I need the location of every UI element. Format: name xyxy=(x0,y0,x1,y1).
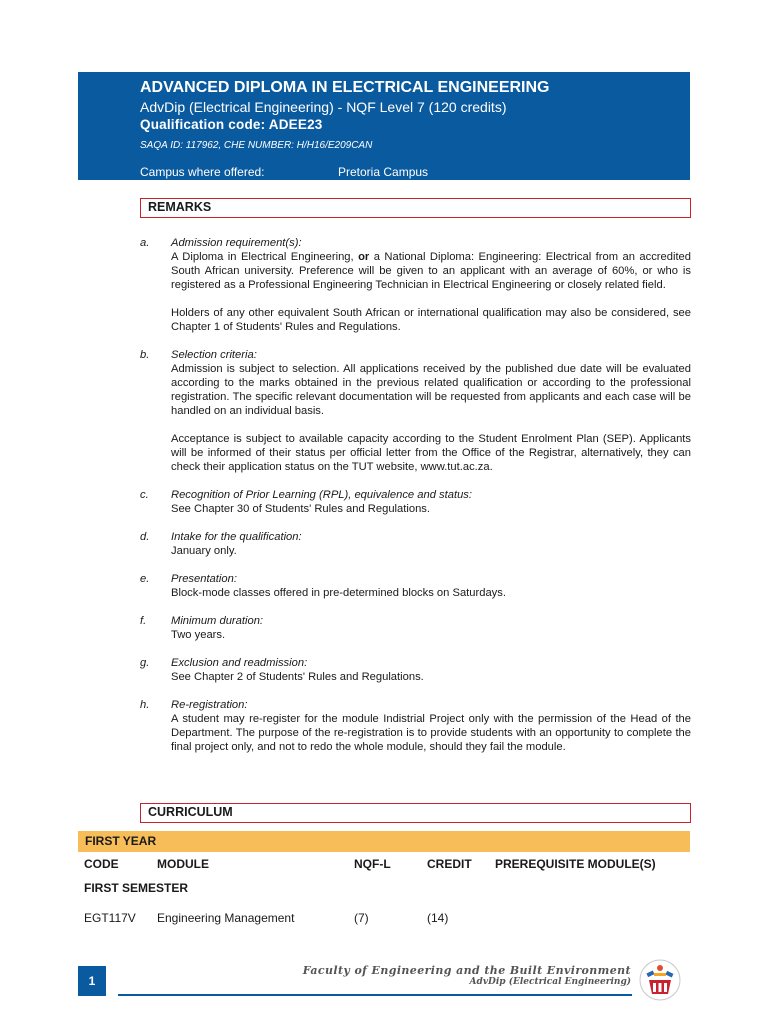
qualification-header xyxy=(78,72,690,180)
column-code: CODE xyxy=(84,857,119,871)
remark-title: Admission requirement(s): xyxy=(171,237,302,249)
footer-faculty: Faculty of Engineering and the Built Environment xyxy=(302,964,631,977)
remark-title: Intake for the qualification: xyxy=(171,531,302,543)
remark-paragraph: Admission is subject to selection. All applications received by the published due date will be evaluated according to the marks obtained in the previous related qualification or according to the professional registration. The specific relevant documentation will be requested from applicants and each case will be handled on an individual basis. xyxy=(171,363,691,417)
footer-divider xyxy=(118,994,632,996)
remark-title: Exclusion and readmission: xyxy=(171,657,308,669)
remark-letter: f. xyxy=(140,615,147,627)
campus-label: Campus where offered: xyxy=(140,165,265,179)
remark-paragraph: January only. xyxy=(171,545,237,557)
remark-title: Selection criteria: xyxy=(171,349,257,361)
campus-value: Pretoria Campus xyxy=(338,165,429,179)
year-bar: FIRST YEAR xyxy=(78,831,690,852)
qualification-code: Qualification code: ADEE23 xyxy=(140,117,323,132)
remark-title: Re-registration: xyxy=(171,699,248,711)
remark-letter: b. xyxy=(140,349,150,361)
column-prerequisite: PREREQUISITE MODULE(S) xyxy=(495,857,656,871)
remark-emphasis: or xyxy=(358,251,370,263)
row-credit: (14) xyxy=(427,911,449,925)
remark-letter: a. xyxy=(140,237,150,249)
remark-title: Presentation: xyxy=(171,573,237,585)
remark-paragraph: A student may re-register for the module Indistrial Project only with the permission of the Head of the Department. The purpose of the re-registration is to provide students with an opportunity to complete the final project only, and not to redo the whole module, should they fail the module. xyxy=(171,713,691,753)
remark-item-c xyxy=(140,488,691,516)
remark-paragraph: Acceptance is subject to available capacity according to the Student Enrolment Plan (SEP). Applicants will be informed of their status per official letter from the Office of the Registrar, alternatively, they can check their application status on the TUT website, www.tut.ac.za. xyxy=(171,433,691,473)
page-number: 1 xyxy=(78,966,106,996)
remark-letter: g. xyxy=(140,657,150,669)
row-code: EGT117V xyxy=(84,911,136,925)
remark-item-h xyxy=(140,698,691,754)
remark-letter: c. xyxy=(140,489,149,501)
curriculum-column-headers xyxy=(0,857,768,873)
remarks-list xyxy=(140,236,691,768)
column-credit: CREDIT xyxy=(427,857,472,871)
row-nqf: (7) xyxy=(354,911,369,925)
remark-paragraph: See Chapter 30 of Students' Rules and Regulations. xyxy=(171,503,430,515)
remark-item-d xyxy=(140,530,691,558)
remark-title: Recognition of Prior Learning (RPL), equivalence and status: xyxy=(171,489,472,501)
remark-letter: h. xyxy=(140,699,150,711)
campus-line xyxy=(140,165,690,179)
remark-letter: d. xyxy=(140,531,150,543)
remark-item-f xyxy=(140,614,691,642)
qualification-title: ADVANCED DIPLOMA IN ELECTRICAL ENGINEERING xyxy=(140,79,550,96)
remark-item-e xyxy=(140,572,691,600)
footer-qualification: AdvDip (Electrical Engineering) xyxy=(469,977,631,987)
remark-title: Minimum duration: xyxy=(171,615,264,627)
curriculum-heading: CURRICULUM xyxy=(140,803,691,823)
remark-item-a xyxy=(140,236,691,334)
remarks-heading: REMARKS xyxy=(140,198,691,218)
remark-paragraph: Block-mode classes offered in pre-determined blocks on Saturdays. xyxy=(171,587,506,599)
remark-letter: e. xyxy=(140,573,150,585)
remark-item-b xyxy=(140,348,691,474)
remark-paragraph: Holders of any other equivalent South African or international qualification may also be considered, see Chapter 1 of Students' Rules and Regulations. xyxy=(171,307,691,333)
remark-item-g xyxy=(140,656,691,684)
table-row xyxy=(0,911,768,927)
university-logo-icon xyxy=(638,958,682,1002)
saqa-id: SAQA ID: 117962, CHE NUMBER: H/H16/E209CAN xyxy=(140,140,373,151)
column-module: MODULE xyxy=(157,857,209,871)
row-module: Engineering Management xyxy=(157,911,295,925)
remark-paragraph xyxy=(171,250,691,292)
qualification-subtitle: AdvDip (Electrical Engineering) - NQF Level 7 (120 credits) xyxy=(140,99,507,115)
remark-text: A Diploma in Electrical Engineering, xyxy=(171,251,359,263)
semester-heading: FIRST SEMESTER xyxy=(84,881,189,895)
remark-text: a National Diploma: Engineering: Electrical from an accredited South African university. Preference will be given to an applicant with an average of 60%, or who is registered as a Professional Engineering Technician in Electrical Engineering or closely related field. xyxy=(171,251,691,291)
remark-paragraph: See Chapter 2 of Students' Rules and Regulations. xyxy=(171,671,424,683)
remark-paragraph: Two years. xyxy=(171,629,226,641)
column-nqf: NQF-L xyxy=(354,857,391,871)
